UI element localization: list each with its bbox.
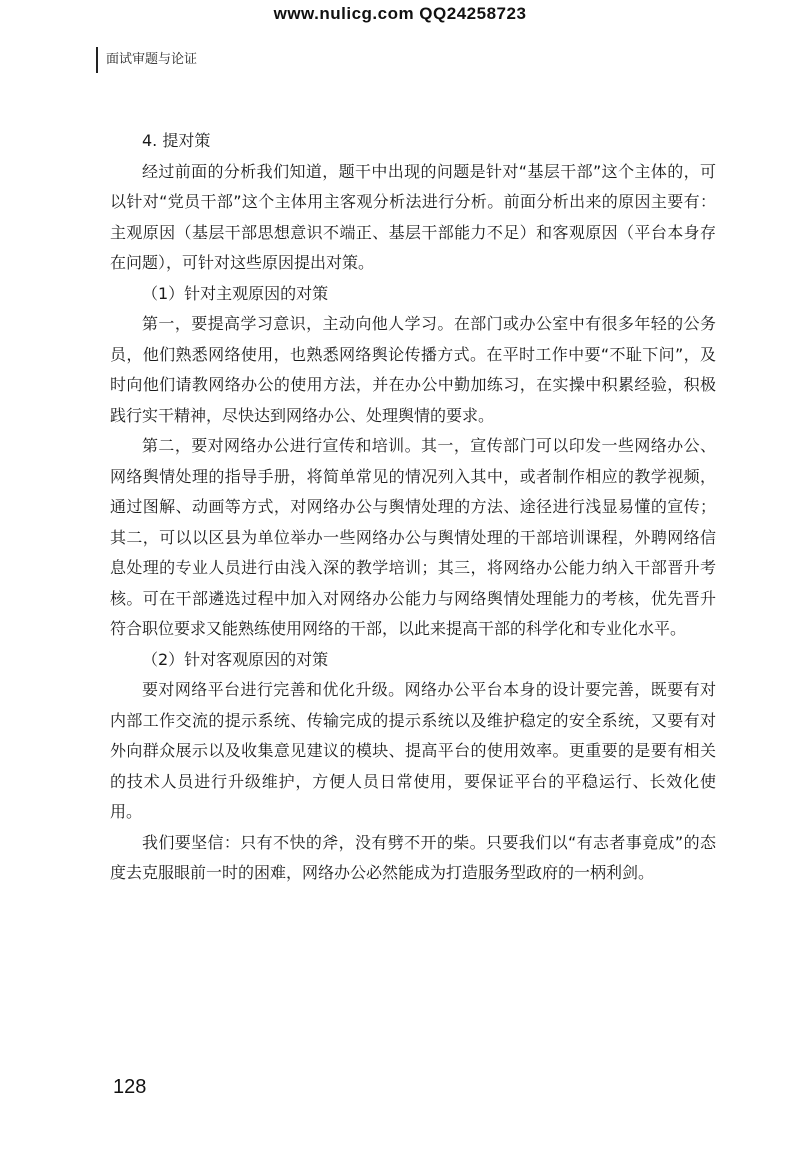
- section-title: 4. 提对策: [142, 131, 211, 150]
- page-number: 128: [113, 1076, 147, 1098]
- subheading-subjective: （1）针对主观原因的对策: [142, 283, 329, 303]
- page-body: [110, 126, 716, 889]
- paragraph-closing: 我们要坚信：只有不快的斧，没有劈不开的柴。只要我们以“有志者事竟成”的态度去克服眼前一时的困难，网络办公必然能成为打造服务型政府的一柄利剑。: [110, 832, 716, 882]
- paragraph-platform: 要对网络平台进行完善和优化升级。网络办公平台本身的设计要完善，既要有对内部工作交流的提示系统、传输完成的提示系统以及维护稳定的安全系统，又要有对外向群众展示以及收集意见建议的模块、提高平台的使用效率。更重要的是要有相关的技术人员进行升级维护，方便人员日常使用，要保证平台的平稳运行、长效化使用。: [110, 680, 716, 821]
- running-head: 面试审题与论证: [96, 47, 197, 73]
- watermark: www.nulicg.com QQ24258723: [273, 4, 527, 23]
- paragraph-second: 第二，要对网络办公进行宣传和培训。其一，宣传部门可以印发一些网络办公、网络舆情处理的指导手册，将简单常见的情况列入其中，或者制作相应的教学视频，通过图解、动画等方式，对网络办公与舆情处理的方法、途径进行浅显易懂的宣传；其二，可以以区县为单位举办一些网络办公与舆情处理的干部培训课程，外聘网络信息处理的专业人员进行由浅入深的教学培训；其三，将网络办公能力纳入干部晋升考核。可在干部遴选过程中加入对网络办公能力与网络舆情处理能力的考核，优先晋升符合职位要求又能熟练使用网络的干部，以此来提高干部的科学化和专业化水平。: [110, 436, 716, 638]
- paragraph-intro: 经过前面的分析我们知道，题干中出现的问题是针对“基层干部”这个主体的，可以针对“党员干部”这个主体用主客观分析法进行分析。前面分析出来的原因主要有：主观原因（基层干部思想意识不端正、基层干部能力不足）和客观原因（平台本身存在问题），可针对这些原因提出对策。: [110, 161, 716, 272]
- subheading-objective: （2）针对客观原因的对策: [142, 649, 329, 669]
- paragraph-first: 第一，要提高学习意识，主动向他人学习。在部门或办公室中有很多年轻的公务员，他们熟悉网络使用，也熟悉网络舆论传播方式。在平时工作中要“不耻下问”，及时向他们请教网络办公的使用方法，并在办公中勤加练习，在实操中积累经验，积极践行实干精神，尽快达到网络办公、处理舆情的要求。: [110, 314, 716, 425]
